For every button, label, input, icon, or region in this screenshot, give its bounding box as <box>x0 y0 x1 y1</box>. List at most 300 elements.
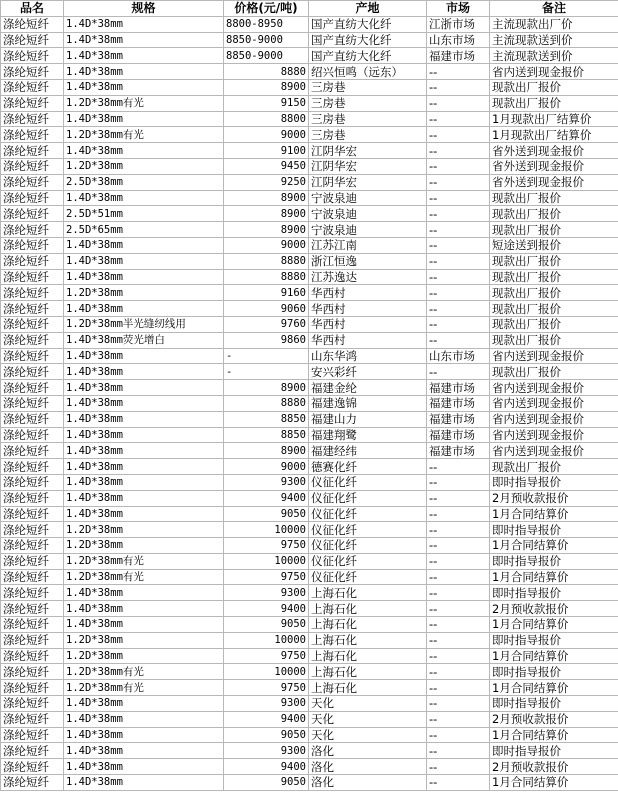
table-row <box>1 743 618 759</box>
cell-spec: 1.4D*38mm <box>64 348 224 364</box>
cell-origin: 江阴华宏 <box>309 174 427 190</box>
table-row <box>1 569 618 585</box>
cell-product-name: 涤纶短纤 <box>1 696 64 712</box>
cell-market: 福建市场 <box>427 380 490 396</box>
cell-spec: 1.4D*38mm <box>64 775 224 791</box>
table-row <box>1 269 618 285</box>
cell-price: 8850-9000 <box>224 48 309 64</box>
cell-note: 省内送到现金报价 <box>490 380 618 396</box>
table-row <box>1 601 618 617</box>
cell-note: 主流现款送到价 <box>490 48 618 64</box>
cell-price: 8900 <box>224 222 309 238</box>
cell-price: 8900 <box>224 79 309 95</box>
header-product-name: 品名 <box>1 1 64 17</box>
table-row <box>1 206 618 222</box>
header-note: 备注 <box>490 1 618 17</box>
cell-note: 省外送到现金报价 <box>490 174 618 190</box>
cell-origin: 福建翔鹭 <box>309 427 427 443</box>
cell-product-name: 涤纶短纤 <box>1 585 64 601</box>
cell-market: -- <box>427 664 490 680</box>
cell-price: 10000 <box>224 553 309 569</box>
cell-origin: 福建经纬 <box>309 443 427 459</box>
table-row <box>1 285 618 301</box>
cell-product-name: 涤纶短纤 <box>1 79 64 95</box>
table-row <box>1 95 618 111</box>
table-row <box>1 506 618 522</box>
cell-product-name: 涤纶短纤 <box>1 648 64 664</box>
table-row <box>1 174 618 190</box>
cell-price: 10000 <box>224 664 309 680</box>
cell-note: 即时指导报价 <box>490 553 618 569</box>
cell-origin: 宁波泉迪 <box>309 190 427 206</box>
table-row <box>1 632 618 648</box>
cell-spec: 1.4D*38mm <box>64 427 224 443</box>
cell-note: 主流现款出厂价 <box>490 16 618 32</box>
cell-note: 1月合同结算价 <box>490 569 618 585</box>
cell-product-name: 涤纶短纤 <box>1 474 64 490</box>
cell-price: 9050 <box>224 617 309 633</box>
cell-spec: 1.4D*38mm <box>64 237 224 253</box>
cell-product-name: 涤纶短纤 <box>1 316 64 332</box>
cell-spec: 1.4D*38mm荧光增白 <box>64 332 224 348</box>
cell-product-name: 涤纶短纤 <box>1 111 64 127</box>
table-row <box>1 348 618 364</box>
cell-product-name: 涤纶短纤 <box>1 632 64 648</box>
cell-note: 现款出厂报价 <box>490 316 618 332</box>
cell-market: -- <box>427 506 490 522</box>
cell-market: -- <box>427 743 490 759</box>
cell-origin: 江阴华宏 <box>309 143 427 159</box>
cell-origin: 三房巷 <box>309 95 427 111</box>
cell-product-name: 涤纶短纤 <box>1 143 64 159</box>
cell-note: 现款出厂报价 <box>490 79 618 95</box>
cell-price: 10000 <box>224 632 309 648</box>
table-row <box>1 711 618 727</box>
cell-market: 山东市场 <box>427 32 490 48</box>
cell-origin: 宁波泉迪 <box>309 206 427 222</box>
cell-price: 10000 <box>224 522 309 538</box>
cell-market: -- <box>427 538 490 554</box>
cell-price: 9860 <box>224 332 309 348</box>
cell-spec: 1.2D*38mm有光 <box>64 127 224 143</box>
table-row <box>1 696 618 712</box>
cell-note: 1月合同结算价 <box>490 506 618 522</box>
cell-origin: 上海石化 <box>309 680 427 696</box>
cell-market: 福建市场 <box>427 48 490 64</box>
cell-origin: 仪征化纤 <box>309 553 427 569</box>
cell-price: 9000 <box>224 459 309 475</box>
cell-origin: 上海石化 <box>309 617 427 633</box>
cell-product-name: 涤纶短纤 <box>1 32 64 48</box>
cell-price: 9400 <box>224 490 309 506</box>
cell-price: 8800-8950 <box>224 16 309 32</box>
cell-note: 即时指导报价 <box>490 664 618 680</box>
table-header-row <box>1 1 618 17</box>
header-market: 市场 <box>427 1 490 17</box>
cell-spec: 1.4D*38mm <box>64 743 224 759</box>
table-row <box>1 474 618 490</box>
cell-product-name: 涤纶短纤 <box>1 759 64 775</box>
cell-market: -- <box>427 253 490 269</box>
cell-note: 1月合同结算价 <box>490 727 618 743</box>
cell-price: 9400 <box>224 711 309 727</box>
cell-price: 9750 <box>224 648 309 664</box>
table-row <box>1 364 618 380</box>
cell-product-name: 涤纶短纤 <box>1 48 64 64</box>
cell-product-name: 涤纶短纤 <box>1 127 64 143</box>
cell-market: -- <box>427 553 490 569</box>
cell-origin: 山东华鸿 <box>309 348 427 364</box>
cell-spec: 1.4D*38mm <box>64 190 224 206</box>
cell-product-name: 涤纶短纤 <box>1 522 64 538</box>
table-row <box>1 301 618 317</box>
table-row <box>1 143 618 159</box>
cell-product-name: 涤纶短纤 <box>1 427 64 443</box>
cell-note: 现款出厂报价 <box>490 459 618 475</box>
cell-note: 即时指导报价 <box>490 474 618 490</box>
cell-price: 9100 <box>224 143 309 159</box>
cell-price: 8880 <box>224 395 309 411</box>
cell-note: 即时指导报价 <box>490 696 618 712</box>
cell-origin: 天化 <box>309 711 427 727</box>
cell-market: -- <box>427 95 490 111</box>
cell-product-name: 涤纶短纤 <box>1 743 64 759</box>
table-row <box>1 253 618 269</box>
cell-spec: 1.2D*38mm <box>64 285 224 301</box>
cell-product-name: 涤纶短纤 <box>1 332 64 348</box>
table-row <box>1 32 618 48</box>
cell-origin: 绍兴恒鸣（远东） <box>309 64 427 80</box>
cell-spec: 1.4D*38mm <box>64 111 224 127</box>
cell-origin: 福建山力 <box>309 411 427 427</box>
cell-note: 现款出厂报价 <box>490 222 618 238</box>
cell-market: -- <box>427 617 490 633</box>
cell-price: 9300 <box>224 743 309 759</box>
cell-price: 9050 <box>224 506 309 522</box>
table-row <box>1 411 618 427</box>
cell-price: 9150 <box>224 95 309 111</box>
cell-price: 8850-9000 <box>224 32 309 48</box>
cell-market: 福建市场 <box>427 395 490 411</box>
cell-spec: 1.2D*38mm半光缝纫线用 <box>64 316 224 332</box>
cell-origin: 福建逸锦 <box>309 395 427 411</box>
cell-origin: 华西村 <box>309 316 427 332</box>
cell-market: -- <box>427 206 490 222</box>
cell-note: 省内送到现金报价 <box>490 395 618 411</box>
cell-product-name: 涤纶短纤 <box>1 206 64 222</box>
cell-price: 8900 <box>224 380 309 396</box>
cell-origin: 浙江恒逸 <box>309 253 427 269</box>
cell-note: 1月合同结算价 <box>490 617 618 633</box>
cell-note: 即时指导报价 <box>490 743 618 759</box>
cell-product-name: 涤纶短纤 <box>1 348 64 364</box>
cell-spec: 1.4D*38mm <box>64 506 224 522</box>
cell-origin: 江阴华宏 <box>309 158 427 174</box>
cell-price: 9300 <box>224 696 309 712</box>
cell-note: 1月现款出厂结算价 <box>490 127 618 143</box>
cell-note: 2月预收款报价 <box>490 601 618 617</box>
cell-market: -- <box>427 143 490 159</box>
table-row <box>1 759 618 775</box>
cell-product-name: 涤纶短纤 <box>1 158 64 174</box>
cell-note: 1月合同结算价 <box>490 775 618 791</box>
cell-spec: 1.4D*38mm <box>64 16 224 32</box>
cell-market: -- <box>427 569 490 585</box>
cell-origin: 上海石化 <box>309 648 427 664</box>
cell-product-name: 涤纶短纤 <box>1 380 64 396</box>
cell-note: 1月合同结算价 <box>490 538 618 554</box>
cell-market: -- <box>427 285 490 301</box>
cell-product-name: 涤纶短纤 <box>1 680 64 696</box>
table-row <box>1 459 618 475</box>
cell-note: 即时指导报价 <box>490 522 618 538</box>
cell-price: 9400 <box>224 601 309 617</box>
cell-product-name: 涤纶短纤 <box>1 269 64 285</box>
cell-product-name: 涤纶短纤 <box>1 727 64 743</box>
cell-note: 短途送到报价 <box>490 237 618 253</box>
cell-price: 9250 <box>224 174 309 190</box>
table-row <box>1 111 618 127</box>
cell-origin: 上海石化 <box>309 601 427 617</box>
cell-product-name: 涤纶短纤 <box>1 459 64 475</box>
cell-market: -- <box>427 648 490 664</box>
cell-spec: 1.4D*38mm <box>64 411 224 427</box>
cell-market: -- <box>427 759 490 775</box>
cell-market: -- <box>427 237 490 253</box>
cell-product-name: 涤纶短纤 <box>1 601 64 617</box>
cell-origin: 江苏江南 <box>309 237 427 253</box>
cell-origin: 上海石化 <box>309 585 427 601</box>
cell-spec: 1.4D*38mm <box>64 617 224 633</box>
table-row <box>1 617 618 633</box>
cell-origin: 华西村 <box>309 301 427 317</box>
cell-market: -- <box>427 474 490 490</box>
header-origin: 产地 <box>309 1 427 17</box>
cell-market: -- <box>427 79 490 95</box>
cell-note: 2月预收款报价 <box>490 759 618 775</box>
cell-spec: 1.4D*38mm <box>64 443 224 459</box>
cell-origin: 洛化 <box>309 775 427 791</box>
cell-spec: 1.4D*38mm <box>64 585 224 601</box>
cell-price: 9300 <box>224 474 309 490</box>
cell-market: -- <box>427 316 490 332</box>
cell-price: - <box>224 348 309 364</box>
cell-price: 9000 <box>224 237 309 253</box>
cell-spec: 1.4D*38mm <box>64 143 224 159</box>
cell-origin: 国产直纺大化纤 <box>309 32 427 48</box>
cell-market: -- <box>427 522 490 538</box>
cell-spec: 1.4D*38mm <box>64 490 224 506</box>
cell-note: 省内送到现金报价 <box>490 443 618 459</box>
cell-product-name: 涤纶短纤 <box>1 285 64 301</box>
cell-origin: 福建金纶 <box>309 380 427 396</box>
cell-product-name: 涤纶短纤 <box>1 490 64 506</box>
cell-market: -- <box>427 111 490 127</box>
cell-product-name: 涤纶短纤 <box>1 16 64 32</box>
cell-market: -- <box>427 711 490 727</box>
cell-market: -- <box>427 490 490 506</box>
cell-spec: 1.2D*38mm <box>64 522 224 538</box>
cell-origin: 上海石化 <box>309 664 427 680</box>
table-row <box>1 427 618 443</box>
cell-origin: 国产直纺大化纤 <box>309 48 427 64</box>
table-row <box>1 316 618 332</box>
cell-note: 现款出厂报价 <box>490 190 618 206</box>
cell-market: -- <box>427 332 490 348</box>
table-row <box>1 648 618 664</box>
cell-product-name: 涤纶短纤 <box>1 411 64 427</box>
cell-spec: 1.2D*38mm有光 <box>64 664 224 680</box>
cell-origin: 华西村 <box>309 332 427 348</box>
cell-note: 现款出厂报价 <box>490 364 618 380</box>
cell-note: 现款出厂报价 <box>490 285 618 301</box>
cell-product-name: 涤纶短纤 <box>1 569 64 585</box>
cell-note: 2月预收款报价 <box>490 711 618 727</box>
cell-product-name: 涤纶短纤 <box>1 553 64 569</box>
cell-market: 福建市场 <box>427 427 490 443</box>
cell-origin: 天化 <box>309 696 427 712</box>
cell-origin: 三房巷 <box>309 111 427 127</box>
cell-note: 1月现款出厂结算价 <box>490 111 618 127</box>
cell-origin: 仪征化纤 <box>309 569 427 585</box>
cell-price: 9760 <box>224 316 309 332</box>
table-row <box>1 190 618 206</box>
cell-product-name: 涤纶短纤 <box>1 301 64 317</box>
cell-note: 现款出厂报价 <box>490 332 618 348</box>
cell-origin: 三房巷 <box>309 127 427 143</box>
cell-origin: 上海石化 <box>309 632 427 648</box>
cell-market: 江浙市场 <box>427 16 490 32</box>
cell-origin: 仪征化纤 <box>309 538 427 554</box>
table-row <box>1 490 618 506</box>
cell-market: -- <box>427 127 490 143</box>
cell-spec: 2.5D*65mm <box>64 222 224 238</box>
cell-spec: 1.4D*38mm <box>64 601 224 617</box>
table-row <box>1 727 618 743</box>
cell-price: 9060 <box>224 301 309 317</box>
cell-product-name: 涤纶短纤 <box>1 617 64 633</box>
cell-origin: 洛化 <box>309 743 427 759</box>
cell-price: 9050 <box>224 727 309 743</box>
cell-price: 8850 <box>224 427 309 443</box>
cell-market: -- <box>427 64 490 80</box>
cell-origin: 宁波泉迪 <box>309 222 427 238</box>
cell-note: 2月预收款报价 <box>490 490 618 506</box>
cell-note: 1月合同结算价 <box>490 648 618 664</box>
cell-price: 8850 <box>224 411 309 427</box>
table-row <box>1 538 618 554</box>
table-row <box>1 585 618 601</box>
table-row <box>1 380 618 396</box>
cell-note: 省外送到现金报价 <box>490 143 618 159</box>
cell-spec: 1.4D*38mm <box>64 696 224 712</box>
table-row <box>1 127 618 143</box>
cell-price: 9300 <box>224 585 309 601</box>
table-row <box>1 395 618 411</box>
table-row <box>1 237 618 253</box>
cell-spec: 1.4D*38mm <box>64 711 224 727</box>
cell-origin: 三房巷 <box>309 79 427 95</box>
cell-product-name: 涤纶短纤 <box>1 237 64 253</box>
cell-market: -- <box>427 222 490 238</box>
cell-spec: 2.5D*38mm <box>64 174 224 190</box>
cell-origin: 国产直纺大化纤 <box>309 16 427 32</box>
cell-market: -- <box>427 696 490 712</box>
cell-price: 9000 <box>224 127 309 143</box>
cell-market: -- <box>427 459 490 475</box>
table-row <box>1 332 618 348</box>
cell-product-name: 涤纶短纤 <box>1 253 64 269</box>
cell-origin: 洛化 <box>309 759 427 775</box>
table-row <box>1 664 618 680</box>
cell-price: - <box>224 364 309 380</box>
cell-spec: 1.2D*38mm <box>64 632 224 648</box>
cell-note: 省内送到现金报价 <box>490 64 618 80</box>
cell-spec: 1.2D*38mm有光 <box>64 95 224 111</box>
cell-market: -- <box>427 775 490 791</box>
cell-note: 现款出厂报价 <box>490 301 618 317</box>
cell-origin: 华西村 <box>309 285 427 301</box>
cell-spec: 1.4D*38mm <box>64 253 224 269</box>
cell-market: -- <box>427 174 490 190</box>
cell-market: -- <box>427 158 490 174</box>
table-row <box>1 522 618 538</box>
cell-product-name: 涤纶短纤 <box>1 174 64 190</box>
cell-origin: 天化 <box>309 727 427 743</box>
cell-market: -- <box>427 601 490 617</box>
cell-price: 9160 <box>224 285 309 301</box>
table-row <box>1 16 618 32</box>
cell-price: 9050 <box>224 775 309 791</box>
header-spec: 规格 <box>64 1 224 17</box>
cell-spec: 1.4D*38mm <box>64 32 224 48</box>
table-row <box>1 680 618 696</box>
cell-origin: 江苏逸达 <box>309 269 427 285</box>
cell-note: 省内送到现金报价 <box>490 411 618 427</box>
cell-product-name: 涤纶短纤 <box>1 711 64 727</box>
cell-product-name: 涤纶短纤 <box>1 664 64 680</box>
cell-note: 即时指导报价 <box>490 585 618 601</box>
cell-spec: 1.4D*38mm <box>64 364 224 380</box>
cell-market: 福建市场 <box>427 411 490 427</box>
cell-price: 8900 <box>224 190 309 206</box>
cell-price: 8800 <box>224 111 309 127</box>
cell-note: 即时指导报价 <box>490 632 618 648</box>
cell-market: -- <box>427 190 490 206</box>
cell-spec: 1.2D*38mm有光 <box>64 569 224 585</box>
cell-spec: 1.4D*38mm <box>64 380 224 396</box>
cell-product-name: 涤纶短纤 <box>1 95 64 111</box>
cell-market: -- <box>427 364 490 380</box>
cell-price: 9750 <box>224 538 309 554</box>
cell-spec: 1.4D*38mm <box>64 301 224 317</box>
cell-note: 现款出厂报价 <box>490 253 618 269</box>
table-row <box>1 443 618 459</box>
cell-note: 现款出厂报价 <box>490 269 618 285</box>
cell-origin: 仪征化纤 <box>309 522 427 538</box>
cell-price: 9750 <box>224 680 309 696</box>
cell-market: -- <box>427 585 490 601</box>
cell-spec: 1.4D*38mm <box>64 64 224 80</box>
cell-spec: 1.2D*38mm <box>64 648 224 664</box>
cell-spec: 1.2D*38mm <box>64 538 224 554</box>
cell-note: 省内送到现金报价 <box>490 427 618 443</box>
cell-product-name: 涤纶短纤 <box>1 364 64 380</box>
cell-price: 8880 <box>224 269 309 285</box>
cell-spec: 1.4D*38mm <box>64 79 224 95</box>
cell-product-name: 涤纶短纤 <box>1 443 64 459</box>
cell-origin: 仪征化纤 <box>309 474 427 490</box>
